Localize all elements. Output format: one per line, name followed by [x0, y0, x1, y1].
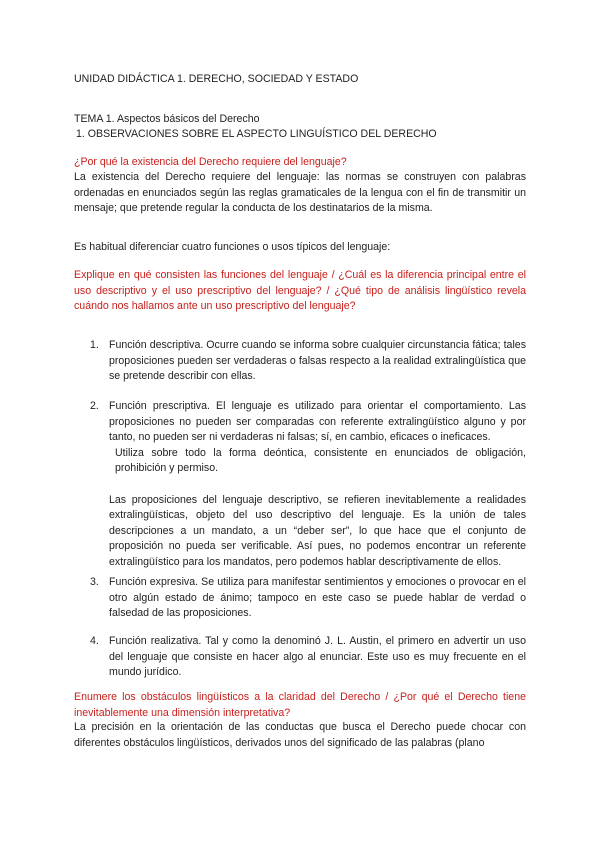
function-text: Función prescriptiva. El lenguaje es utilizado para orientar el comportamiento. Las proposiciones no pueden ser comparadas con referente extralingüístico alguno y por tanto, no pueden ser ni verdaderas ni falsas; sí, en cambio, eficaces o ineficaces. [109, 400, 526, 444]
list-item-number: 1. [90, 339, 99, 351]
function-text-descriptive-note: Las proposiciones del lenguaje descriptivo, se refieren inevitablemente a realidades extralingüísticas, objeto del uso descriptivo del lenguaje. Es la unión de tales descripciones a un mandato, a un “deber ser”, lo que hace que el conjunto de proposición no pueda ser verificable. Así pues, no podemos encontrar un referente extralingüístico para los mandatos, pero podemos hablar descriptivamente de ellos. [109, 493, 526, 568]
answer-3: La precisión en la orientación de las conductas que busca el Derecho puede chocar con diferentes obstáculos lingüísticos, derivados unos del significado de las palabras (plano [74, 721, 526, 749]
answer-1: La existencia del Derecho requiere del lenguaje: las normas se construyen con palabras ordenadas en enunciados según las reglas gramaticales de la lengua con el fin de transmitir un mensaje; que pretende regular la conducta de los destinatarios de la misma. [74, 171, 526, 215]
section-title: 1. OBSERVACIONES SOBRE EL ASPECTO LINGUÍSTICO DEL DERECHO [76, 128, 437, 140]
function-text: Función descriptiva. Ocurre cuando se informa sobre cualquier circunstancia fática; tales proposiciones pueden ser verdaderas o falsas respecto a la realidad extralingüística que se pretende describir con ellas. [109, 339, 526, 383]
list-item-number: 3. [90, 576, 99, 588]
function-text: Función realizativa. Tal y como la denominó J. L. Austin, el primero en advertir un uso del lenguaje que consiste en hacer algo al enunciar. Este uso es muy frecuente en el mundo jurídico. [109, 635, 526, 679]
function-text: Función expresiva. Se utiliza para manifestar sentimientos y emociones o provocar en el otro algún estado de ánimo; tampoco en este caso se puede hablar de verdad o falsedad de las proposiciones. [109, 576, 526, 620]
function-text-deontic: Utiliza sobre todo la forma deóntica, consistente en enunciados de obligación, prohibición y permiso. [115, 446, 526, 475]
list-item-number: 2. [90, 400, 99, 412]
topic-title: TEMA 1. Aspectos básicos del Derecho [74, 113, 260, 125]
question-3: Enumere los obstáculos lingüísticos a la claridad del Derecho / ¿Por qué el Derecho tiene inevitablemente una dimensión interpretativa? [74, 691, 526, 719]
unit-title: UNIDAD DIDÁCTICA 1. DERECHO, SOCIEDAD Y ESTADO [74, 73, 359, 85]
list-item-number: 4. [90, 635, 99, 647]
question-2: Explique en qué consisten las funciones del lenguaje / ¿Cuál es la diferencia principal entre el uso descriptivo y el uso prescriptivo del lenguaje? / ¿Qué tipo de análisis lingüístico revela cuándo nos hallamos ante un uso prescriptivo del lenguaje? [74, 269, 526, 313]
question-1: ¿Por qué la existencia del Derecho requiere del lenguaje? [74, 156, 347, 168]
functions-intro: Es habitual diferenciar cuatro funciones o usos típicos del lenguaje: [74, 241, 391, 253]
